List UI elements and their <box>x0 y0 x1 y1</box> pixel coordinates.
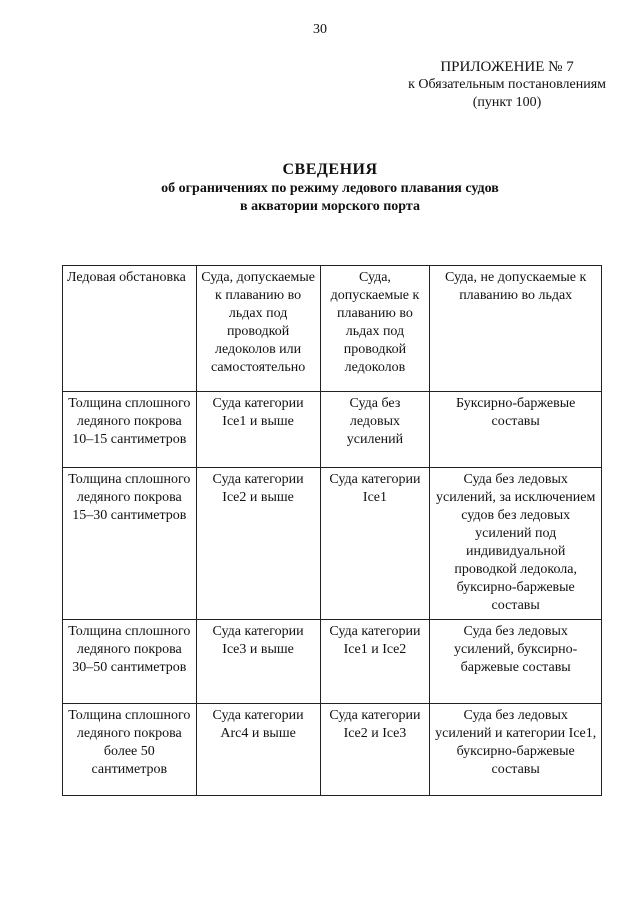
table-row <box>63 704 602 796</box>
table-cell: Толщина сплошного ледяного покрова 10–15 сантиметров <box>63 392 197 468</box>
table-cell: Суда без ледовых усилений и категории Ice1, буксирно-баржевые составы <box>430 704 602 796</box>
table-cell: Толщина сплошного ледяного покрова 15–30 сантиметров <box>63 468 197 620</box>
document-subtitle-line2: в акватории морского порта <box>240 199 420 214</box>
appendix-block <box>408 58 606 112</box>
appendix-reference: к Обязательным постановлениям <box>408 77 606 92</box>
header-allowed-escort-or-independent: Суда, допускаемые к плаванию во льдах под проводкой ледоколов или самостоятельно <box>196 266 320 392</box>
document-title: СВЕДЕНИЯ <box>282 161 378 178</box>
header-allowed-escort-only: Суда, допускаемые к плаванию во льдах под проводкой ледоколов <box>320 266 430 392</box>
table-cell: Толщина сплошного ледяного покрова 30–50 сантиметров <box>63 620 197 704</box>
table-cell: Толщина сплошного ледяного покрова более 50 сантиметров <box>63 704 197 796</box>
table-cell: Суда без ледовых усилений <box>320 392 430 468</box>
table-cell: Буксирно-баржевые составы <box>430 392 602 468</box>
table-row <box>63 392 602 468</box>
table-cell: Суда категории Ice2 и выше <box>196 468 320 620</box>
table-cell: Суда категории Ice1 и выше <box>196 392 320 468</box>
appendix-title: ПРИЛОЖЕНИЕ № 7 <box>440 59 574 75</box>
ice-restrictions-table <box>62 265 602 796</box>
document-subtitle-line1: об ограничениях по режиму ледового плавания судов <box>161 181 499 196</box>
header-ice-conditions: Ледовая обстановка <box>63 266 197 392</box>
table-cell: Суда категории Ice1 <box>320 468 430 620</box>
page-number: 30 <box>313 22 327 37</box>
table-row <box>63 468 602 620</box>
table-header-row <box>63 266 602 392</box>
table-cell: Суда категории Ice1 и Ice2 <box>320 620 430 704</box>
table-cell: Суда категории Ice2 и Ice3 <box>320 704 430 796</box>
table-row <box>63 620 602 704</box>
table-cell: Суда категории Arc4 и выше <box>196 704 320 796</box>
table-cell: Суда категории Ice3 и выше <box>196 620 320 704</box>
document-heading <box>0 160 640 216</box>
header-not-allowed: Суда, не допускаемые к плаванию во льдах <box>430 266 602 392</box>
appendix-clause: (пункт 100) <box>472 95 542 110</box>
table-cell: Суда без ледовых усилений, буксирно-баржевые составы <box>430 620 602 704</box>
table-cell: Суда без ледовых усилений, за исключением судов без ледовых усилений под индивидуальной проводкой ледокола, буксирно-баржевые составы <box>430 468 602 620</box>
